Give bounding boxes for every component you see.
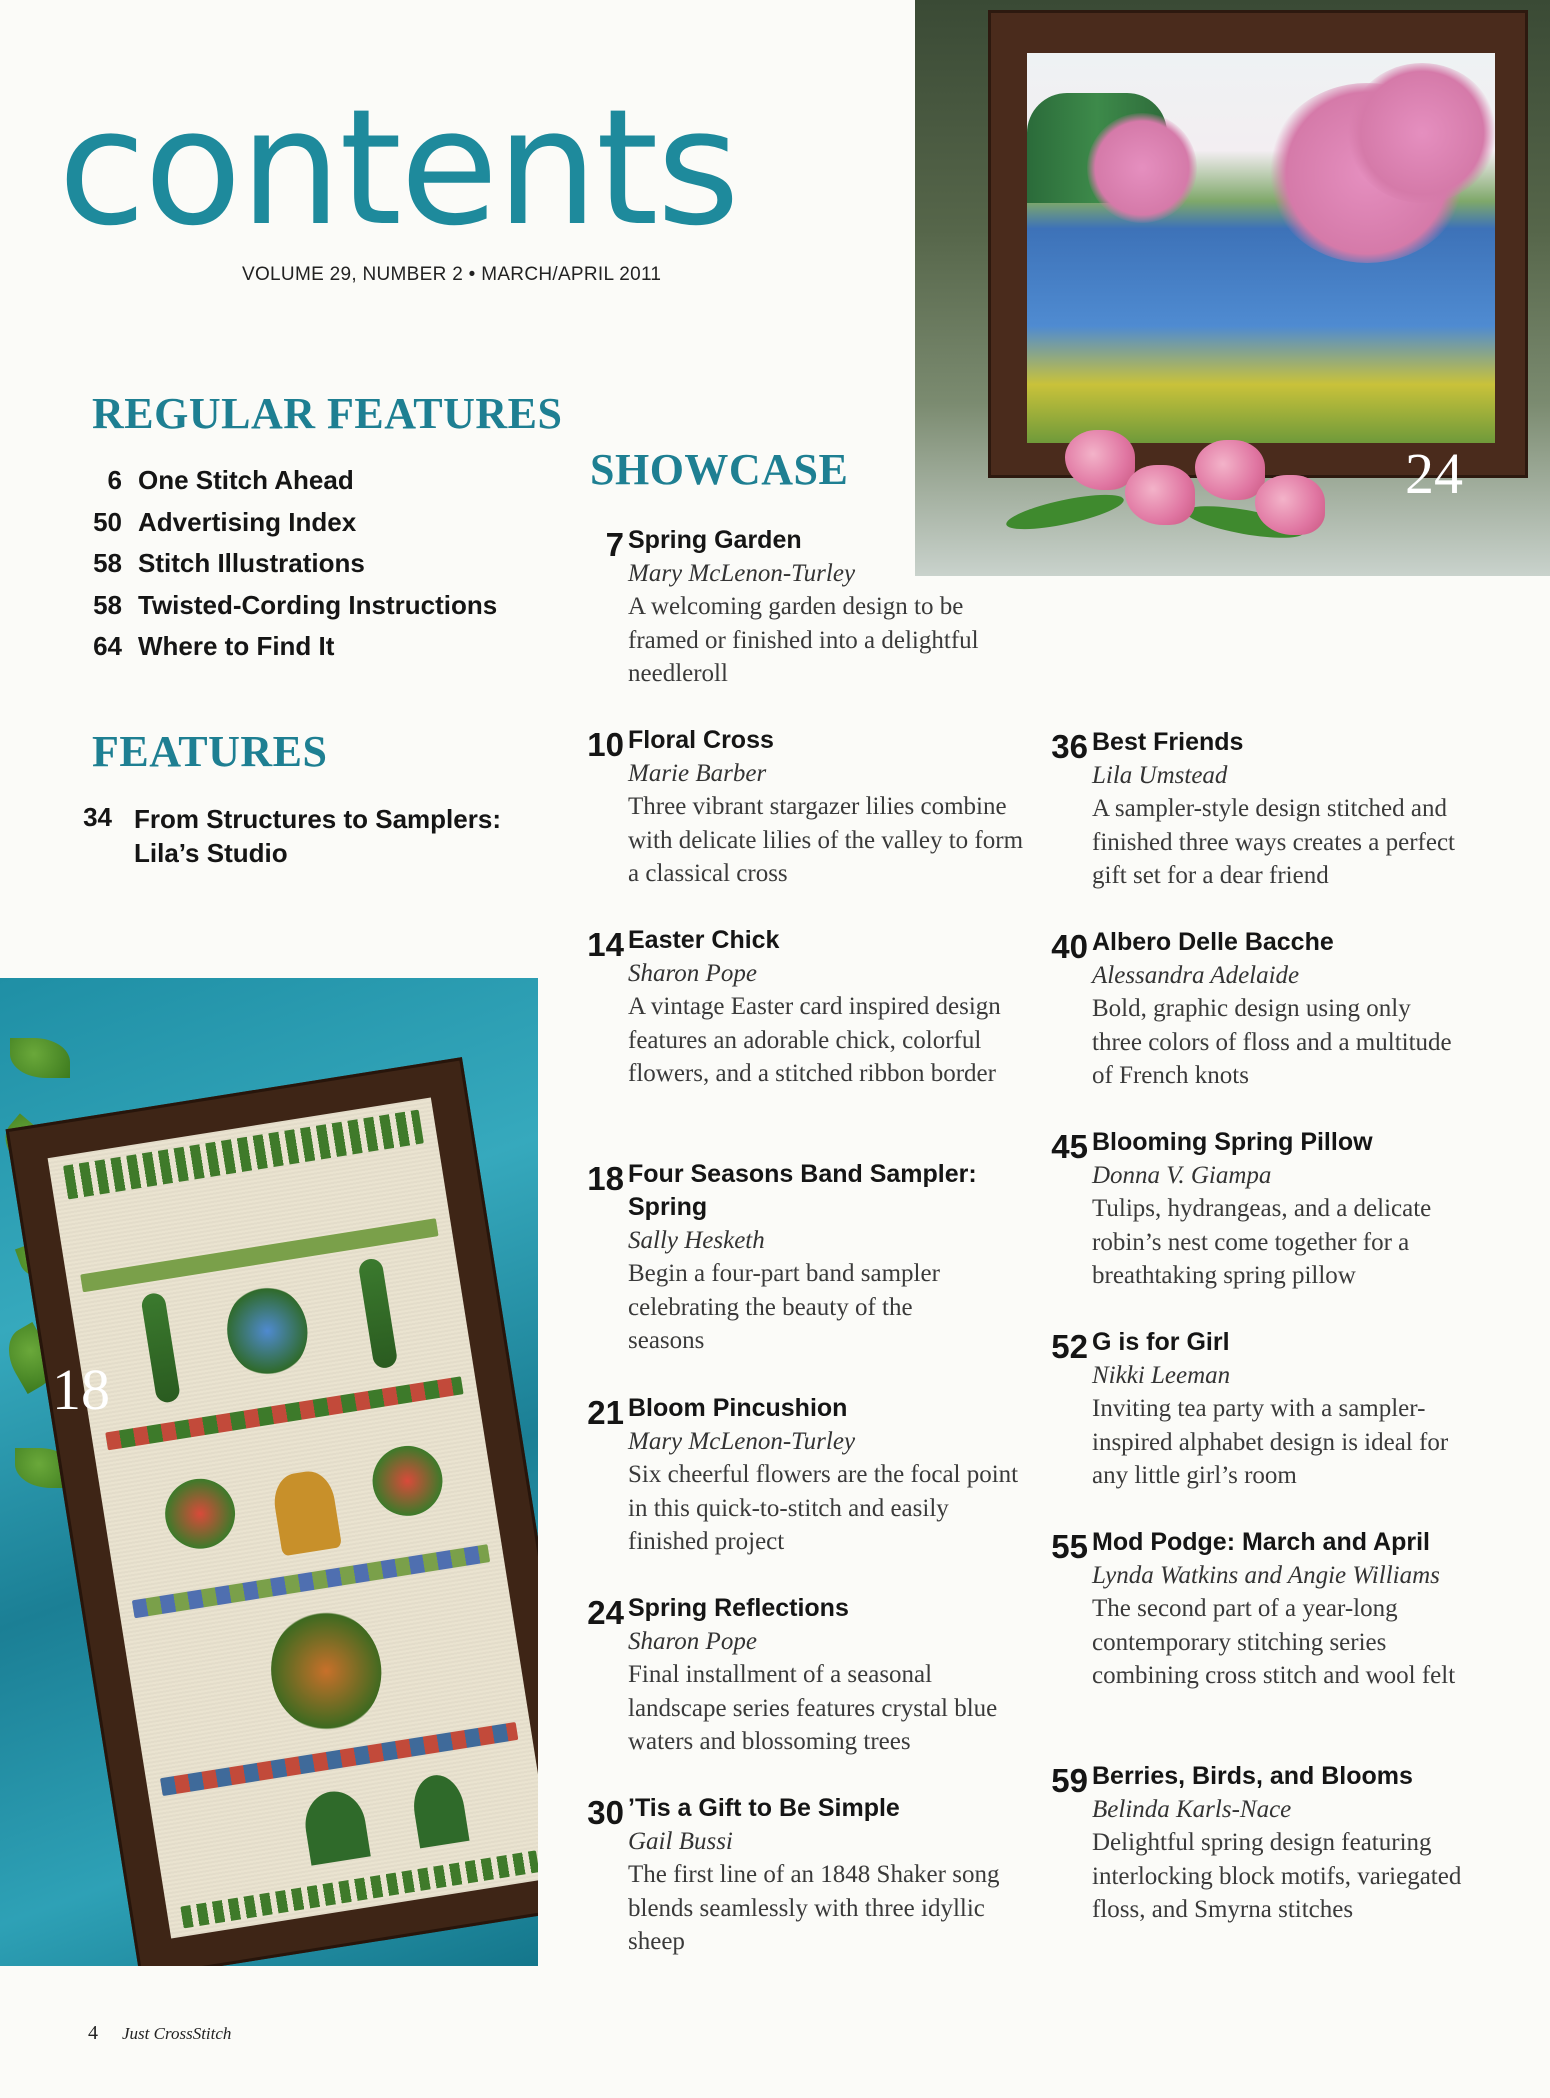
entry-title: Blooming Spring Pillow — [1092, 1128, 1373, 1156]
page-number: 59 — [1051, 1762, 1088, 1799]
entry-description: A vintage Easter card inspired design features an adorable chick, colorful flowers, and a stitched ribbon border — [628, 993, 1001, 1087]
ivy-leaf — [10, 1038, 70, 1078]
sampler-band — [63, 1110, 424, 1200]
item-label: From Structures to Samplers: Lila’s Studio — [134, 804, 501, 868]
item-label: One Stitch Ahead — [138, 465, 354, 495]
entry-title: Berries, Birds, and Blooms — [1092, 1762, 1413, 1790]
entry-author: Alessandra Adelaide — [1092, 962, 1300, 989]
page-number: 14 — [587, 926, 624, 963]
page-number: 40 — [1051, 928, 1088, 965]
entry-description: Begin a four-part band sampler celebrating the beauty of the seasons — [628, 1260, 940, 1354]
regular-features-list — [80, 465, 497, 673]
entry-author: Sally Hesketh — [628, 1227, 765, 1254]
stitched-pine — [409, 1771, 469, 1848]
page-footer — [88, 2022, 231, 2045]
entry-title: Best Friends — [1092, 728, 1244, 756]
entry-title: Floral Cross — [628, 726, 774, 754]
lily-bouquet — [1065, 420, 1365, 540]
page-number: 30 — [587, 1794, 624, 1831]
entry-description: The first line of an 1848 Shaker song blends seamlessly with three idyllic sheep — [628, 1861, 1000, 1955]
entry-author: Sharon Pope — [628, 1628, 757, 1655]
showcase-entry[interactable] — [587, 1792, 1028, 1959]
publication-name: Just CrossStitch — [122, 2024, 232, 2043]
showcase-entry[interactable] — [587, 1158, 1028, 1358]
showcase-entry[interactable] — [587, 924, 1028, 1091]
regular-features-heading: REGULAR FEATURES — [92, 389, 563, 438]
page-number: 21 — [587, 1394, 624, 1431]
list-item[interactable] — [80, 631, 497, 673]
entry-author: Lila Umstead — [1092, 762, 1228, 789]
blossom-tree — [1087, 113, 1197, 223]
entry-title: Four Seasons Band Sampler: Spring — [628, 1160, 977, 1221]
stitched-flowerpot — [221, 1280, 314, 1381]
list-item[interactable] — [80, 507, 497, 549]
entry-author: Lynda Watkins and Angie Williams — [1092, 1562, 1440, 1589]
page-number: 36 — [1051, 728, 1088, 765]
photo-page-badge: 24 — [1405, 441, 1463, 506]
stitched-flower — [367, 1441, 447, 1521]
stitched-harvest-tree — [263, 1603, 390, 1739]
page-number: 18 — [587, 1160, 624, 1197]
stitched-beehive — [270, 1468, 342, 1556]
showcase-entry[interactable] — [1051, 1760, 1492, 1927]
showcase-entry[interactable] — [605, 524, 1028, 691]
list-item[interactable] — [80, 802, 524, 870]
entry-title: Spring Garden — [628, 526, 802, 554]
entry-description: Delightful spring design featuring interlocking block motifs, variegated floss, and Smyrna stitches — [1092, 1829, 1462, 1923]
page-number: 7 — [605, 526, 624, 563]
entry-author: Gail Bussi — [628, 1828, 733, 1855]
entry-description: The second part of a year-long contemporary stitching series combining cross stitch and wool felt — [1092, 1595, 1456, 1689]
list-item[interactable] — [80, 548, 497, 590]
entry-description: Inviting tea party with a sampler-inspired alphabet design is ideal for any little girl’s room — [1092, 1395, 1449, 1489]
lily-flower — [1125, 465, 1195, 525]
entry-description: Six cheerful flowers are the focal point in this quick-to-stitch and easily finished project — [628, 1461, 1019, 1555]
photo-page-badge: 18 — [52, 1357, 110, 1422]
page-number: 58 — [93, 589, 122, 620]
page-number: 24 — [587, 1594, 624, 1631]
page-number: 58 — [93, 548, 122, 578]
page-number: 45 — [1051, 1128, 1088, 1165]
entry-title: Easter Chick — [628, 926, 780, 954]
sampler-band — [160, 1722, 518, 1796]
stitched-sampler — [48, 1098, 538, 1939]
item-label: Where to Find It — [138, 631, 335, 661]
showcase-entry[interactable] — [1051, 1526, 1492, 1693]
entry-author: Marie Barber — [628, 760, 767, 787]
spring-reflections-photo — [915, 0, 1550, 576]
entry-description: A sampler-style design stitched and finished three ways creates a perfect gift set for a dear friend — [1092, 795, 1456, 889]
entry-description: Final installment of a seasonal landscape series features crystal blue waters and blossoming trees — [628, 1661, 998, 1755]
list-item[interactable] — [80, 465, 497, 507]
page-number: 55 — [1051, 1528, 1088, 1565]
page-number: 10 — [587, 726, 624, 763]
showcase-entry[interactable] — [1051, 1126, 1492, 1293]
entry-title: Spring Reflections — [628, 1594, 849, 1622]
entry-author: Mary McLenon-Turley — [628, 1428, 856, 1455]
entry-description: Bold, graphic design using only three colors of floss and a multitude of French knots — [1092, 995, 1452, 1089]
showcase-entry[interactable] — [1051, 1326, 1492, 1493]
entry-author: Mary McLenon-Turley — [628, 560, 856, 587]
picture-frame — [988, 10, 1528, 478]
showcase-entry[interactable] — [1051, 726, 1492, 893]
list-item[interactable] — [80, 590, 497, 632]
entry-description: A welcoming garden design to be framed or finished into a delightful needleroll — [628, 593, 979, 687]
sampler-frame — [6, 1057, 538, 1966]
item-label: Twisted-Cording Instructions — [138, 589, 498, 620]
entry-description: Tulips, hydrangeas, and a delicate robin’s nest come together for a breathtaking spring pillow — [1092, 1195, 1432, 1289]
lily-flower — [1065, 430, 1135, 490]
showcase-entry[interactable] — [587, 1592, 1028, 1759]
item-label: Stitch Illustrations — [138, 548, 365, 578]
entry-title: ’Tis a Gift to Be Simple — [628, 1794, 900, 1822]
entry-description: Three vibrant stargazer lilies combine with delicate lilies of the valley to form a classical cross — [628, 793, 1024, 887]
item-label: Advertising Index — [138, 506, 357, 537]
page-number: 34 — [83, 802, 112, 832]
issue-line: VOLUME 29, NUMBER 2 • MARCH/APRIL 2011 — [242, 264, 662, 285]
entry-title: Mod Podge: March and April — [1092, 1528, 1430, 1556]
blossom-tree — [1347, 63, 1497, 203]
entry-title: Albero Delle Bacche — [1092, 928, 1334, 956]
folio-number: 4 — [88, 2022, 98, 2044]
entry-author: Nikki Leeman — [1092, 1362, 1231, 1389]
page-number: 64 — [93, 631, 122, 661]
showcase-heading: SHOWCASE — [590, 445, 849, 494]
showcase-entry[interactable] — [587, 724, 1028, 891]
entry-author: Sharon Pope — [628, 960, 757, 987]
stitched-landscape — [1027, 53, 1495, 443]
stitched-plant — [140, 1292, 181, 1404]
lily-flower — [1195, 440, 1265, 500]
page-number: 52 — [1051, 1328, 1088, 1365]
sampler-band — [180, 1850, 538, 1928]
stitched-flower — [160, 1474, 240, 1554]
page-title: contents — [58, 74, 738, 261]
entry-author: Belinda Karls-Nace — [1092, 1796, 1292, 1823]
entry-title: Bloom Pincushion — [628, 1394, 848, 1422]
page-number: 6 — [107, 465, 122, 495]
stitched-pine — [301, 1787, 371, 1866]
entry-author: Donna V. Giampa — [1092, 1162, 1272, 1189]
features-heading: FEATURES — [92, 727, 328, 776]
entry-title: G is for Girl — [1092, 1328, 1230, 1356]
sampler-band — [132, 1544, 490, 1618]
showcase-entry[interactable] — [587, 1392, 1028, 1559]
stitched-plant — [357, 1257, 398, 1369]
showcase-entry[interactable] — [1051, 926, 1492, 1093]
page-number: 50 — [93, 506, 122, 537]
band-sampler-photo — [0, 978, 538, 1966]
